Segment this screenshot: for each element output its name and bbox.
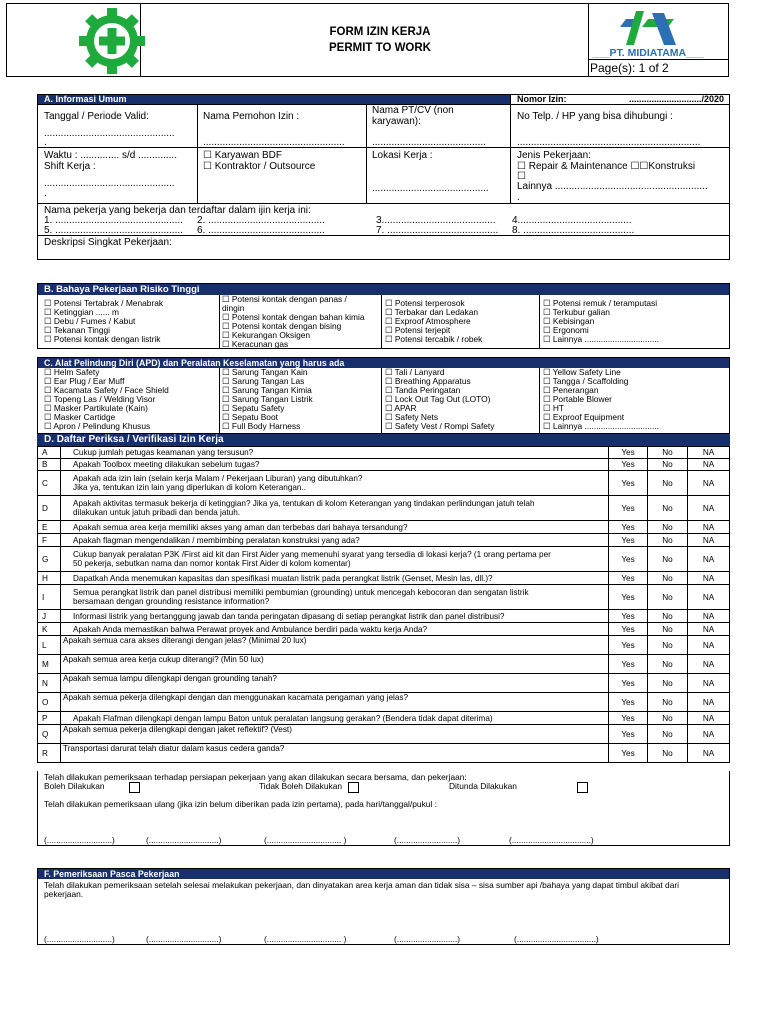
lokasi-label: Lokasi Kerja : bbox=[372, 150, 433, 161]
section-b-col-2 bbox=[222, 295, 365, 349]
question-text-2: bersamaan dengan grounding resistance information? bbox=[73, 597, 270, 606]
e-signature-1[interactable]: (............................) bbox=[44, 835, 115, 845]
pekerja-3[interactable]: 3......................................... bbox=[376, 215, 496, 226]
section-b-title: B. Bahaya Pekerjaan Risiko Tinggi bbox=[38, 284, 729, 295]
section-b-col-3 bbox=[385, 299, 482, 344]
karyawan-checkbox[interactable]: ☐ Karyawan BDF bbox=[203, 150, 282, 161]
row-question bbox=[61, 447, 609, 459]
pemohon-label: Nama Pemohon Izin : bbox=[203, 111, 300, 122]
yes-cell[interactable]: Yes bbox=[609, 655, 648, 674]
pekerja-7[interactable]: 7. ........................................ bbox=[376, 225, 499, 236]
table-row bbox=[38, 610, 730, 623]
na-cell[interactable]: NA bbox=[688, 725, 730, 744]
company-name: ___PT. MIDIATAMA___ bbox=[592, 47, 704, 59]
table-row bbox=[38, 534, 730, 547]
tanggal-field-end: . bbox=[44, 137, 47, 148]
section-c-col-3 bbox=[385, 368, 494, 431]
checkbox-option[interactable]: ☐ Tekanan Tinggi bbox=[44, 325, 111, 335]
checkbox-option[interactable]: ☐ Ear Plug / Ear Muff bbox=[44, 376, 125, 386]
checkbox-option[interactable]: ☐ Potensi terjepit bbox=[385, 325, 451, 335]
tanggal-label: Tanggal / Periode Valid: bbox=[44, 111, 149, 122]
row-question bbox=[61, 712, 609, 725]
table-row bbox=[38, 655, 730, 674]
no-cell[interactable]: No bbox=[648, 521, 688, 534]
checkbox-option[interactable]: ☐ Lock Out Tag Out (LOTO) bbox=[385, 394, 491, 404]
na-cell[interactable]: NA bbox=[688, 585, 730, 610]
row-code: C bbox=[38, 471, 61, 496]
checkbox-option[interactable]: ☐ APAR bbox=[385, 403, 417, 413]
row-question bbox=[61, 459, 609, 471]
company-logo-icon bbox=[614, 9, 704, 47]
tidak-boleh-label: Tidak Boleh Dilakukan bbox=[259, 781, 343, 791]
nomor-izin: Nomor Izin: ............................./2020 bbox=[517, 94, 725, 104]
table-row bbox=[38, 623, 730, 636]
row-code: L bbox=[38, 636, 61, 655]
f-signature-3[interactable]: (................................ ) bbox=[264, 934, 347, 944]
na-cell[interactable]: NA bbox=[688, 534, 730, 547]
yes-cell[interactable]: Yes bbox=[609, 447, 648, 459]
row-code: R bbox=[38, 744, 61, 763]
yes-cell[interactable]: Yes bbox=[609, 471, 648, 496]
no-cell[interactable]: No bbox=[648, 636, 688, 655]
no-cell[interactable]: No bbox=[648, 585, 688, 610]
question-text: Apakah semua lampu dilengkapi dengan grounding tanah? bbox=[63, 674, 277, 683]
yes-cell[interactable]: Yes bbox=[609, 585, 648, 610]
checkbox-option[interactable]: ☐ Potensi Tertabrak / Menabrak bbox=[44, 298, 164, 308]
row-code: M bbox=[38, 655, 61, 674]
yes-cell[interactable]: Yes bbox=[609, 693, 648, 712]
section-c-title: C. Alat Pelindung Diri (APD) dan Peralatan Keselamatan yang harus ada bbox=[38, 358, 729, 368]
checkbox-option[interactable]: ☐ Potensi kontak dengan bising bbox=[222, 321, 342, 331]
yes-cell[interactable]: Yes bbox=[609, 459, 648, 471]
row-code: N bbox=[38, 674, 61, 693]
no-cell[interactable]: No bbox=[648, 547, 688, 572]
checkbox-option[interactable]: ☐ Kekurangan Oksigen bbox=[222, 330, 311, 340]
question-text: Apakah ada izin lain (selain kerja Malam / Pekerjaan Liburan) yang dibutuhkan? bbox=[73, 474, 363, 483]
pasca-text: Telah dilakukan pemeriksaan setelah selesai melakukan pekerjaan, dan dinyatakan area kerja aman dan tidak sisa – sisa sumber api /bahaya yang dapat timbul akibat dari bbox=[44, 880, 680, 890]
checkbox-option[interactable]: ☐ Sarung Tangan Kimia bbox=[222, 385, 312, 395]
ditunda-checkbox[interactable] bbox=[577, 782, 588, 793]
checkbox-option[interactable]: ☐ Breathing Apparatus bbox=[385, 376, 471, 386]
ditunda-label: Ditunda Dilakukan bbox=[449, 781, 517, 791]
row-question bbox=[61, 610, 609, 623]
pekerja-4[interactable]: 4......................................... bbox=[512, 215, 632, 226]
yes-cell[interactable]: Yes bbox=[609, 534, 648, 547]
question-text-2: dilakukan untuk jatuh pribadi dan benda jatuh. bbox=[73, 508, 241, 517]
na-cell[interactable]: NA bbox=[688, 496, 730, 521]
lokasi-field[interactable]: .......................................... bbox=[372, 183, 489, 194]
question-text: Apakah Toolbox meeting dilakukan sebelum tugas? bbox=[73, 460, 260, 469]
page-count: Page(s): 1 of 2 bbox=[590, 61, 669, 75]
na-cell[interactable]: NA bbox=[688, 471, 730, 496]
section-c-col-2 bbox=[222, 368, 313, 431]
checkbox-option[interactable]: ☐ Sarung Tangan Kain bbox=[222, 367, 308, 377]
question-text: Dapatkah Anda menemukan kapasitas dan spesifikasi muatan listrik pada perangkat listrik (Genset, Mesin las, dll.)? bbox=[73, 573, 493, 583]
yes-cell[interactable]: Yes bbox=[609, 725, 648, 744]
no-cell[interactable]: No bbox=[648, 674, 688, 693]
checkbox-option[interactable]: ☐ Sarung Tangan Listrik bbox=[222, 394, 313, 404]
no-cell[interactable]: No bbox=[648, 534, 688, 547]
row-question bbox=[61, 572, 609, 585]
no-cell[interactable]: No bbox=[648, 744, 688, 763]
row-question bbox=[61, 725, 609, 744]
na-cell[interactable]: NA bbox=[688, 623, 730, 636]
question-text-2: 50 pekerja, sebutkan nama dan nomor kontak First Aider di kolom komentar) bbox=[73, 559, 351, 568]
yes-cell[interactable]: Yes bbox=[609, 610, 648, 623]
checkbox-option[interactable]: ☐ Tanda Peringatan bbox=[385, 385, 461, 395]
row-code: D bbox=[38, 496, 61, 521]
safety-gear-logo-icon bbox=[68, 6, 156, 76]
na-cell[interactable]: NA bbox=[688, 712, 730, 725]
e-signature-3[interactable]: (................................ ) bbox=[264, 835, 347, 845]
question-text: Apakah semua cara akses diterangi dengan jelas? (Minimal 20 lux) bbox=[63, 636, 307, 645]
row-question bbox=[61, 636, 609, 655]
row-question bbox=[61, 655, 609, 674]
tidak-boleh-checkbox[interactable] bbox=[348, 782, 359, 793]
question-text: Apakah semua area kerja cukup diterangi? (Min 50 lux) bbox=[63, 655, 264, 664]
pekerja-8[interactable]: 8. ........................................ bbox=[512, 225, 635, 236]
row-code: J bbox=[38, 610, 61, 623]
yes-cell[interactable]: Yes bbox=[609, 521, 648, 534]
checkbox-option[interactable]: ☐ Topeng Las / Welding Visor bbox=[44, 394, 156, 404]
question-text: Cukup banyak peralatan P3K /First aid kit dan First Aider yang memenuhi syarat yang tersedia di lokasi kerja? (1 orang pertama per bbox=[73, 550, 551, 559]
na-cell[interactable]: NA bbox=[688, 521, 730, 534]
checkbox-option[interactable]: ☐ Penerangan bbox=[543, 385, 599, 395]
checkbox-option[interactable]: ☐ Potensi kontak dengan bahan kimia bbox=[222, 312, 365, 322]
checkbox-option[interactable]: ☐ Lainnya ................................ bbox=[543, 334, 659, 344]
checkbox-option[interactable]: ☐ Masker Cartidge bbox=[44, 412, 116, 422]
checkbox-option[interactable]: ☐ Portable Blower bbox=[543, 394, 612, 404]
na-cell[interactable]: NA bbox=[688, 655, 730, 674]
row-code: H bbox=[38, 572, 61, 585]
pekerja-1[interactable]: 1. .............................................. bbox=[44, 215, 183, 226]
table-row bbox=[38, 725, 730, 744]
telp-label: No Telp. / HP yang bisa dihubungi : bbox=[517, 111, 673, 122]
f-signature-4[interactable]: (..........................) bbox=[394, 934, 461, 944]
yes-cell[interactable]: Yes bbox=[609, 496, 648, 521]
checkbox-option[interactable]: ☐ Safety Vest / Rompi Safety bbox=[385, 421, 495, 431]
checkbox-option[interactable]: ☐ Exproof Atmosphere bbox=[385, 316, 471, 326]
e-signature-5[interactable]: (..................................) bbox=[509, 835, 594, 845]
na-cell[interactable]: NA bbox=[688, 744, 730, 763]
row-code: F bbox=[38, 534, 61, 547]
checkbox-option[interactable]: ☐ Sepatu Safety bbox=[222, 403, 285, 413]
tanggal-field[interactable]: ............................................... bbox=[44, 128, 175, 139]
table-row bbox=[38, 447, 730, 459]
e-signature-2[interactable]: (..............................) bbox=[146, 835, 222, 845]
checkbox-option[interactable]: dingin bbox=[222, 303, 245, 313]
question-text: Apakah Anda memastikan bahwa Perawat proyek and Ambulance berdiri pada waktu kerja Anda? bbox=[73, 624, 428, 634]
checkbox-option[interactable]: ☐ Ketinggian ...... m bbox=[44, 307, 120, 317]
table-row bbox=[38, 674, 730, 693]
checkbox-option[interactable]: ☐ Kacamata Safety / Face Shield bbox=[44, 385, 169, 395]
row-question bbox=[61, 585, 609, 610]
yes-cell[interactable]: Yes bbox=[609, 636, 648, 655]
question-text: Apakah semua pekerja dilengkapi dengan jaket reflektif? (Vest) bbox=[63, 725, 292, 734]
table-row bbox=[38, 572, 730, 585]
row-code: E bbox=[38, 521, 61, 534]
question-text-2: Jika ya, tentukan izin lain yang diperlukan di kolom Keterangan.. bbox=[73, 483, 307, 492]
pekerja-6[interactable]: 6. .......................................... bbox=[197, 225, 325, 236]
section-b-col-1 bbox=[44, 299, 163, 344]
checkbox-option[interactable]: ☐ Masker Partikulate (Kain) bbox=[44, 403, 148, 413]
question-text: Apakah flagman mengendalikan / membimbing peralatan konstruksi yang ada? bbox=[73, 535, 360, 545]
row-question bbox=[61, 674, 609, 693]
na-cell[interactable]: NA bbox=[688, 610, 730, 623]
ulang-text: Telah dilakukan pemeriksaan ulang (jika izin belum diberikan pada izin pertama), pada hari/tanggal/pukul : bbox=[44, 799, 437, 809]
lainnya-field[interactable]: Lainnya ....................................................... bbox=[517, 181, 708, 192]
no-cell[interactable]: No bbox=[648, 496, 688, 521]
pekerja-2[interactable]: 2. .......................................... bbox=[197, 215, 325, 226]
pemohon-field[interactable]: ................................................... bbox=[203, 137, 345, 148]
shift-label: Shift Kerja : bbox=[44, 161, 96, 172]
checkbox-option[interactable]: ☐ Safety Nets bbox=[385, 412, 439, 422]
lainnya-field-end: . bbox=[517, 192, 520, 203]
checkbox-option[interactable]: ☐ Exproof Equipment bbox=[543, 412, 625, 422]
question-text: Cukup jumlah petugas keamanan yang tersusun? bbox=[73, 448, 254, 457]
row-code: Q bbox=[38, 725, 61, 744]
row-question bbox=[61, 521, 609, 534]
yes-cell[interactable]: Yes bbox=[609, 712, 648, 725]
row-code: I bbox=[38, 585, 61, 610]
persiapan-text: Telah dilakukan pemeriksaan terhadap persiapan pekerjaan yang akan dilakukan secara bersama, dan pekerjaan: bbox=[44, 772, 467, 782]
e-signature-4[interactable]: (..........................) bbox=[394, 835, 461, 845]
question-text: Informasi listrik yang bertanggung jawab dan tanda peringatan dipasang di setiap perangkat listrik dan panel distribusi? bbox=[73, 611, 505, 621]
waktu-field[interactable]: Waktu : .............. s/d .............. bbox=[44, 150, 177, 161]
question-text: Apakah semua area kerja memiliki akses yang aman dan terbebas dari bahaya tersandung? bbox=[73, 522, 408, 532]
na-cell[interactable]: NA bbox=[688, 547, 730, 572]
pekerja-label: Nama pekerja yang bekerja dan terdaftar dalam ijin kerja ini: bbox=[44, 205, 311, 216]
checkbox-option[interactable]: ☐ Apron / Pelindung Khusus bbox=[44, 421, 151, 431]
na-cell[interactable]: NA bbox=[688, 447, 730, 459]
question-text: Apakah Flafman dilengkapi dengan lampu Baton untuk peralatan langsung gerakan? (Bendera tidak dapat diterima) bbox=[73, 713, 493, 723]
section-a-title: A. Informasi Umum bbox=[38, 95, 510, 104]
row-code: P bbox=[38, 712, 61, 725]
table-row bbox=[38, 744, 730, 763]
row-question bbox=[61, 471, 609, 496]
shift-field[interactable]: ............................................... bbox=[44, 178, 175, 189]
jenis-options[interactable]: ☐ Repair & Maintenance ☐☐Konstruksi bbox=[517, 161, 696, 172]
jenis-box[interactable]: ☐ bbox=[517, 171, 526, 182]
row-question bbox=[61, 693, 609, 712]
row-code: O bbox=[38, 693, 61, 712]
no-cell[interactable]: No bbox=[648, 623, 688, 636]
checkbox-option[interactable]: ☐ Ergonomi bbox=[543, 325, 589, 335]
question-text: Apakah aktivitas termasuk bekerja di ketinggian? Jika ya, tentukan di kolom Keterangan yang tindakan perlindungan jatuh telah bbox=[73, 499, 535, 508]
checkbox-option[interactable]: ☐ Yellow Safety Line bbox=[543, 367, 621, 377]
na-cell[interactable]: NA bbox=[688, 636, 730, 655]
pt-label-2: karyawan): bbox=[372, 116, 421, 127]
no-cell[interactable]: No bbox=[648, 655, 688, 674]
row-question bbox=[61, 623, 609, 636]
table-row bbox=[38, 496, 730, 521]
table-row bbox=[38, 693, 730, 712]
checkbox-option[interactable]: ☐ Potensi kontak dengan listrik bbox=[44, 334, 161, 344]
table-row bbox=[38, 459, 730, 471]
no-cell[interactable]: No bbox=[648, 693, 688, 712]
deskripsi-label: Deskripsi Singkat Pekerjaan: bbox=[44, 237, 172, 248]
checkbox-option[interactable]: ☐ Tangga / Scaffolding bbox=[543, 376, 629, 386]
yes-cell[interactable]: Yes bbox=[609, 744, 648, 763]
yes-cell[interactable]: Yes bbox=[609, 623, 648, 636]
section-f-title: F. Pemeriksaan Pasca Pekerjaan bbox=[38, 869, 729, 879]
shift-field-end: . bbox=[44, 188, 47, 199]
checkbox-option[interactable]: ☐ Kebisingan bbox=[543, 316, 595, 326]
checkbox-option[interactable]: ☐ Full Body Harness bbox=[222, 421, 301, 431]
boleh-label: Boleh Dilakukan bbox=[44, 781, 105, 791]
checkbox-option[interactable]: ☐ Lainnya ................................ bbox=[543, 421, 659, 431]
no-cell[interactable]: No bbox=[648, 610, 688, 623]
checkbox-option[interactable]: ☐ Helm Safety bbox=[44, 367, 100, 377]
checkbox-option[interactable]: ☐ Terkubur galian bbox=[543, 307, 610, 317]
checkbox-option[interactable]: ☐ Keracunan gas bbox=[222, 339, 289, 349]
section-d-title: D. Daftar Periksa / Verifikasi Izin Kerja bbox=[37, 434, 730, 446]
row-code: K bbox=[38, 623, 61, 636]
section-b-col-4 bbox=[543, 299, 659, 344]
jenis-label: Jenis Pekerjaan: bbox=[517, 150, 591, 161]
na-cell[interactable]: NA bbox=[688, 674, 730, 693]
table-row bbox=[38, 521, 730, 534]
checkbox-option[interactable]: ☐ Potensi kontak dengan panas / bbox=[222, 294, 347, 304]
yes-cell[interactable]: Yes bbox=[609, 572, 648, 585]
checkbox-option[interactable]: ☐ Potensi terperosok bbox=[385, 298, 465, 308]
checkbox-option[interactable]: ☐ Sarung Tangan Las bbox=[222, 376, 305, 386]
checklist-table bbox=[37, 446, 730, 763]
row-question bbox=[61, 496, 609, 521]
checkbox-option[interactable]: ☐ Potensi remuk / teramputasi bbox=[543, 298, 658, 308]
table-row bbox=[38, 547, 730, 572]
table-row bbox=[38, 471, 730, 496]
row-code: B bbox=[38, 459, 61, 471]
form-subtitle: PERMIT TO WORK bbox=[328, 42, 431, 54]
pekerja-5[interactable]: 5. .............................................. bbox=[44, 225, 183, 236]
section-c-col-4 bbox=[543, 368, 659, 431]
checkbox-option[interactable]: ☐ HT bbox=[543, 403, 564, 413]
no-cell[interactable]: No bbox=[648, 572, 688, 585]
row-question bbox=[61, 547, 609, 572]
question-text: Apakah semua pekerja dilengkapi dengan dan menggunakan kacamata pengaman yang jelas? bbox=[63, 693, 409, 702]
f-signature-1[interactable]: (............................) bbox=[44, 934, 115, 944]
no-cell[interactable]: No bbox=[648, 725, 688, 744]
row-code: A bbox=[38, 447, 61, 459]
pasca-text-2: pekerjaan. bbox=[44, 889, 84, 899]
pt-field[interactable]: ......................................... bbox=[372, 137, 486, 148]
checkbox-option[interactable]: ☐ Terbakar dan Ledakan bbox=[385, 307, 479, 317]
f-signature-2[interactable]: (..............................) bbox=[146, 934, 222, 944]
checkbox-option[interactable]: ☐ Potensi tercabik / robek bbox=[385, 334, 483, 344]
table-row bbox=[38, 585, 730, 610]
yes-cell[interactable]: Yes bbox=[609, 674, 648, 693]
no-cell[interactable]: No bbox=[648, 459, 688, 471]
table-row bbox=[38, 636, 730, 655]
question-text: Semua perangkat listrik dan panel distribusi memiliki pembumian (grounding) untuk mencegah kebocoran dan sengatan listrik bbox=[73, 588, 529, 597]
yes-cell[interactable]: Yes bbox=[609, 547, 648, 572]
no-cell[interactable]: No bbox=[648, 471, 688, 496]
row-question bbox=[61, 534, 609, 547]
telp-field[interactable]: .................................................................. bbox=[517, 137, 701, 148]
checkbox-option[interactable]: ☐ Debu / Fumes / Kabut bbox=[44, 316, 136, 326]
f-signature-5[interactable]: (..................................) bbox=[514, 934, 599, 944]
pt-label: Nama PT/CV (non bbox=[372, 105, 454, 116]
table-row bbox=[38, 712, 730, 725]
boleh-checkbox[interactable] bbox=[129, 782, 140, 793]
no-cell[interactable]: No bbox=[648, 712, 688, 725]
checkbox-option[interactable]: ☐ Sepatu Boot bbox=[222, 412, 278, 422]
kontraktor-checkbox[interactable]: ☐ Kontraktor / Outsource bbox=[203, 161, 316, 172]
section-c-col-1 bbox=[44, 368, 169, 431]
row-code: G bbox=[38, 547, 61, 572]
na-cell[interactable]: NA bbox=[688, 572, 730, 585]
na-cell[interactable]: NA bbox=[688, 459, 730, 471]
row-question bbox=[61, 744, 609, 763]
checkbox-option[interactable]: ☐ Tali / Lanyard bbox=[385, 367, 445, 377]
question-text: Transportasi darurat telah diatur dalam kasus cedera ganda? bbox=[63, 744, 285, 753]
na-cell[interactable]: NA bbox=[688, 693, 730, 712]
form-title: FORM IZIN KERJA bbox=[329, 26, 431, 38]
no-cell[interactable]: No bbox=[648, 447, 688, 459]
